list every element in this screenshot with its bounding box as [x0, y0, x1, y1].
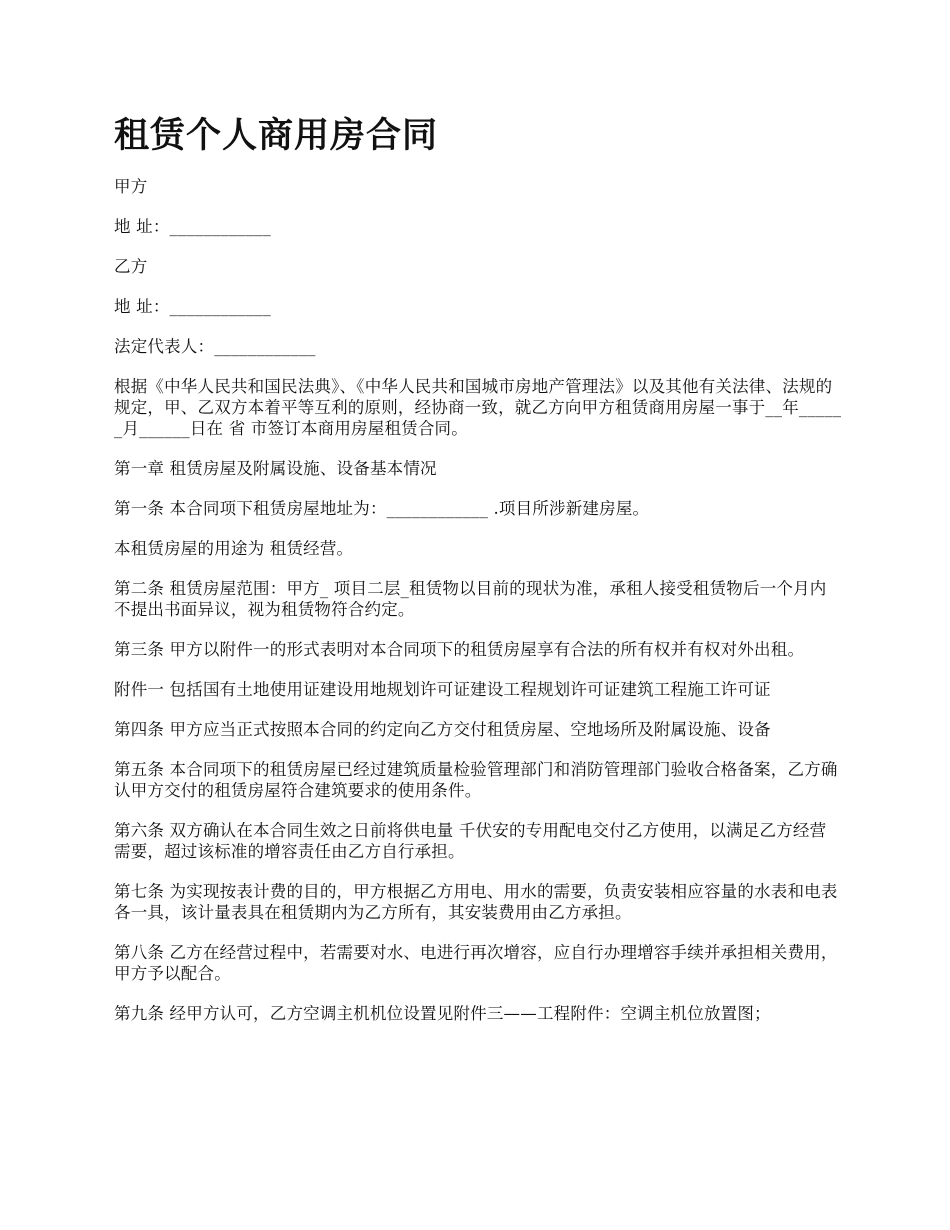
article-9: 第九条 经甲方认可，乙方空调主机机位设置见附件三——工程附件：空调主机位放置图；	[114, 1004, 771, 1023]
article-3: 第三条 甲方以附件一的形式表明对本合同项下的租赁房屋享有合法的所有权并有权对外出租。	[114, 640, 805, 659]
article-7: 第七条 为实现按表计费的目的，甲方根据乙方用电、用水的需要，负责安装相应容量的水表和电表各一具，该计量表具在租赁期内为乙方所有，其安装费用由乙方承担。	[114, 882, 838, 922]
article-4: 第四条 甲方应当正式按照本合同的约定向乙方交付租赁房屋、空地场所及附属设施、设备	[114, 720, 771, 739]
legal-representative: 法定代表人：____________	[114, 337, 316, 356]
party-b-address: 地 址：____________	[114, 297, 271, 316]
party-a-label: 甲方	[114, 177, 148, 196]
document-page	[114, 108, 842, 1043]
usage-paragraph: 本租赁房屋的用途为 租赁经营。	[114, 539, 354, 558]
party-a-address: 地 址：____________	[114, 217, 271, 236]
preamble-paragraph: 根据《中华人民共和国民法典》、《中华人民共和国城市房地产管理法》以及其他有关法律、法规的规定，甲、乙双方本着平等互利的原则，经协商一致，就乙方向甲方租赁商用房屋一事于__年______月______日在 省 市签订本商用房屋租赁合同。	[114, 377, 842, 438]
attachment-1: 附件一 包括国有土地使用证建设用地规划许可证建设工程规划许可证建筑工程施工许可证	[114, 680, 771, 699]
chapter-one-heading: 第一章 租赁房屋及附属设施、设备基本情况	[114, 459, 437, 478]
article-2: 第二条 租赁房屋范围：甲方_ 项目二层_租赁物以目前的现状为准，承租人接受租赁物后一个月内不提出书面异议，视为租赁物符合约定。	[114, 579, 827, 619]
document-title: 租赁个人商用房合同	[114, 115, 439, 156]
party-b-label: 乙方	[114, 257, 148, 276]
article-5: 第五条 本合同项下的租赁房屋已经过建筑质量检验管理部门和消防管理部门验收合格备案，乙方确认甲方交付的租赁房屋符合建筑要求的使用条件。	[114, 760, 838, 800]
article-8: 第八条 乙方在经营过程中，若需要对水、电进行再次增容，应自行办理增容手续并承担相关费用，甲方予以配合。	[114, 943, 838, 983]
article-6: 第六条 双方确认在本合同生效之日前将供电量 千伏安的专用配电交付乙方使用，以满足乙方经营需要，超过该标准的增容责任由乙方自行承担。	[114, 821, 827, 861]
article-1: 第一条 本合同项下租赁房屋地址为：____________ .项目所涉新建房屋。	[114, 499, 650, 518]
